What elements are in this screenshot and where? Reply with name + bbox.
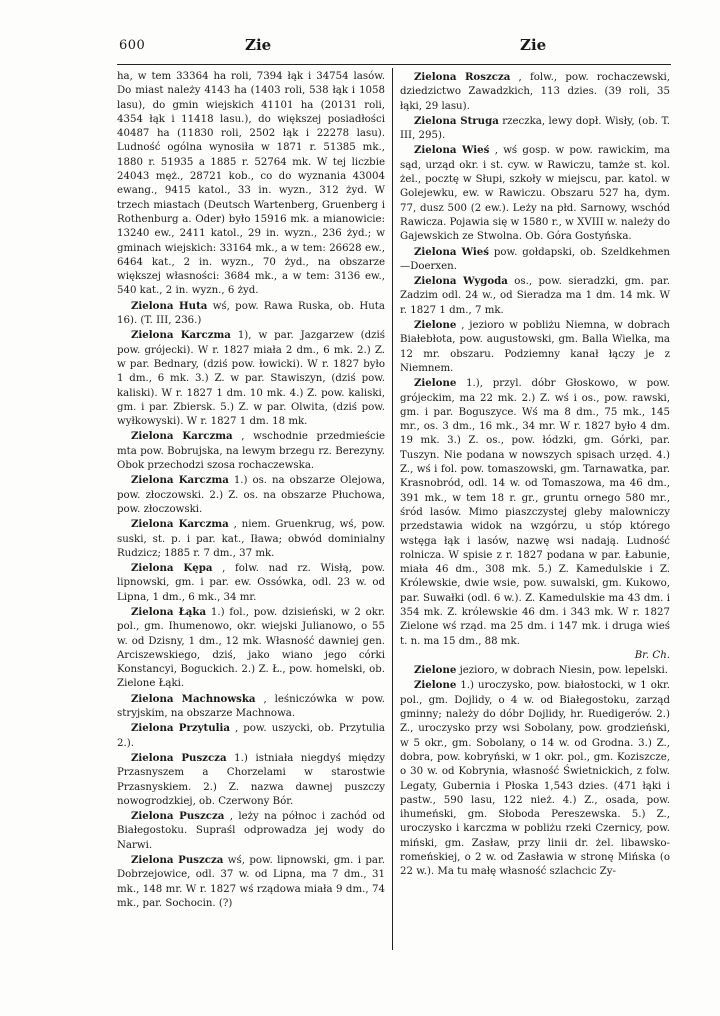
- entry-headword: Zielona Wieś: [414, 245, 490, 258]
- dictionary-entry: [117, 473, 385, 517]
- entry-headword: Zielona Huta: [131, 299, 208, 312]
- entry-text: 1.) fol., pow. dzisieński, w 2 okr. pol., gm. Ihumenowo, okr. wiejski Julianowo, o 55 w. od Dzisny, 1 dm., 12 mk. Własność dawniej gen. Arciszewskiego, dziś, jako wiano jego córki Konstancyi, Boguckich. 2.) Z. Ł., pow. homelski, ob. Zielone Łąki.: [117, 606, 385, 690]
- entry-text: , jezioro w pobliżu Niemna, w dobrach Białebłota, pow. augustowski, gm. Balla Wielka, ma 12 mr. obszaru. Podziemny kanał łączy je z Niemnem.: [400, 320, 670, 374]
- entry-headword: Zielone: [414, 664, 457, 677]
- dictionary-entry: [117, 692, 385, 722]
- entry-text: 1.) istniała niegdyś między Przasnyszem a Chorzelami w starostwie Przasnyskiem. 2.) Z. nazwa dawnej puszczy nowogrodzkiej, ob. Czerwony Bór.: [117, 752, 385, 807]
- entry-text: wś, pow. lipnowski, gm. i par. Dobrzejowice, odl. 37 w. od Lipna, ma 7 dm., 31 mk., 148 mr. W r. 1827 wś rządowa miała 9 dm., 74 mk., par. Sochocin. (?): [117, 855, 385, 909]
- entry-headword: Zielona Karczma: [131, 518, 229, 531]
- entry-headword: Zielona Wieś: [414, 144, 490, 157]
- dictionary-entry: [117, 517, 385, 561]
- entry-text: , niem. Gruenkrug, wś, pow. suski, st. p. i par. kat., Iława; obwód dominialny Rudzicz; 1885 r. 7 dm., 37 mk.: [117, 519, 385, 559]
- dictionary-entry: [117, 809, 385, 853]
- dictionary-entry: [400, 318, 670, 376]
- entry-headword: Zielona Puszcza: [131, 810, 225, 823]
- dictionary-entry: [117, 328, 385, 429]
- column-divider: [392, 68, 393, 950]
- entry-text: 1.), przyl. dóbr Głoskowo, w pow. grójeckim, ma 22 mk. 2.) Z. wś i os., pow. rawski, gm. i par. Boguszyce. Wś ma 8 dm., 75 mk., 145 mr., os. 3 dm., 16 mk., 34 mr. W r. 1827 było 4 dm. 19 mk. 3.) Z. os., pow. łódzki, gm. Górki, par. Tuszyn. Nie podana w nowszych spisach urzęd. 4.) Z., wś i fol. pow. tomaszowski, gm. Tarnawatka, par. Krasnobród, odl. 14 w. od Tomaszowa, ma 46 dm., 391 mk., w tem 18 r. gr., gruntu ornego 580 mr., śród lasów. Mimo piaszczystej gleby malowniczy przedstawia widok na wzgórzu, u stóp którego wstęga łąk i lasów, nazwę wsi nadają. Ludność rolnicza. W spisie z r. 1827 podana w par. Łabunie, miała 46 dm., 308 mk. 5.) Z. Kamedulskie i Z. Królewskie, dwie wsie, pow. suwalski, gm. Kukowo, par. Suwałki (odl. 6 w.). Z. Kamedulskie ma 43 dm. i 354 mk. Z. królewskie 46 dm. i 343 mk. W r. 1827 Zielone wś rząd. ma 25 dm. i 147 mk. i druga wieś t. n. ma 15 dm., 88 mk.: [400, 378, 670, 647]
- dictionary-entry: [400, 245, 670, 275]
- right-column: [400, 70, 670, 880]
- dictionary-entry: [400, 663, 670, 678]
- dictionary-entry: [117, 429, 385, 473]
- entry-text: , leśniczówka w pow. stryjskim, na obszarze Machnowa.: [117, 693, 385, 720]
- entry-headword: Zielona Puszcza: [131, 751, 227, 764]
- dictionary-entry: [117, 853, 385, 911]
- dictionary-entry: [117, 605, 385, 692]
- entry-text: 1.) os. na obszarze Olejowa, pow. złoczowski. 2.) Z. os. na obszarze Płuchowa, pow. złoczowski.: [117, 475, 386, 515]
- entry-text: jezioro, w dobrach Niesin, pow. lepelski.: [459, 665, 668, 677]
- header-rule: [117, 64, 671, 65]
- dictionary-entry: [400, 274, 670, 318]
- entry-text: , pow. uszycki, ob. Przytulia 2.).: [117, 723, 385, 749]
- entry-text: 1.) uroczysko, pow. białostocki, w 1 okr. pol., gm. Dojlidy, o 4 w. od Białegostoku, zarząd gminny; należy do dóbr Dojlidy, hr. Ruedigerów. 2.) Z., uroczysko przy wsi Sobolany, pow. grodzieński, w 5 okr., gm. Sobolany, o 14 w. od Grodna. 3.) Z., dobra, pow. kobryński, w 1 okr. pol., gm. Koziszcze, o 30 w. od Kobrynia, własność Świetnickich, z folw. Legaty, Gubernia i Płoska 1,543 dzies. (471 łąki i pastw., 590 lasu, 122 nież. 4.) Z., osada, pow. ihumeński, gm. Słoboda Pereszewska. 5.) Z., uroczysko i karczma w pobliżu rzeki Czernicy, pow. miński, gm. Zasław, przy linii dr. żel. libawsko-romeńskiej, o 2 w. od Zasławia w stronę Mińska (o 22 w.). Ma tu małę własność szlachcic Zy-: [400, 680, 670, 878]
- entry-headword: Zielona Przytulia: [131, 722, 230, 735]
- entry-text: pow. gołdapski, ob. Szeldkehmen—Doerxen.: [400, 246, 670, 272]
- entry-text: , wschodnie przedmieście mta pow. Bobrujska, na lewym brzegu rz. Berezyny. Obok przechodzi szosa rochaczewska.: [117, 431, 385, 472]
- entry-headword: Zielona Kępa: [131, 562, 213, 575]
- entry-headword: Zielone: [414, 377, 457, 390]
- dictionary-entry: [117, 299, 385, 329]
- dictionary-entry: [400, 376, 670, 649]
- entry-headword: Zielone: [414, 679, 457, 692]
- entry-headword: Zielona Łąka: [131, 605, 207, 618]
- left-column: [117, 70, 385, 911]
- entry-headword: Zielona Machnowska: [131, 692, 256, 705]
- entry-text: , leży na północ i zachód od Białegostoku. Supraśl odprowadza jej wody do Narwi.: [117, 811, 385, 851]
- entry-headword: Zielona Karczma: [131, 430, 233, 443]
- entry-headword: Zielona Karczma: [131, 474, 229, 487]
- entry-text: 1), w par. Jazgarzew (dziś pow. grójecki). W r. 1827 miała 2 dm., 6 mk. 2.) Z. w par. Bednary, (dziś pow. łowicki). W r. 1827 było 1 dm., 6 mk. 3.) Z. w par. Stawiszyn, (dziś pow. kaliski). W r. 1827 1 dm. 10 mk. 4.) Z. pow. kaliski, gm. i par. Zbiersk. 5.) Z. w par. Olwita, (dziś pow. wyłkowyski). W r. 1827 1 dm. 18 mk.: [117, 330, 385, 428]
- dictionary-entry: [400, 114, 670, 144]
- dictionary-entry: [117, 561, 385, 605]
- entry-text: , folw., pow. rochaczewski, dziedzictwo Zawadzkich, 113 dzies. (39 roli, 35 łąki, 29 lasu).: [400, 72, 670, 112]
- dictionary-entry: [400, 678, 670, 879]
- dictionary-entry: [400, 143, 670, 244]
- dictionary-entry: [117, 751, 385, 809]
- entry-headword: Zielona Roszcza: [414, 71, 511, 83]
- running-head-left: Zie: [245, 36, 272, 54]
- entry-text: , wś gosp. w pow. rawickim, ma sąd, urząd okr. i st. cyw. w Rawiczu, tamże st. kol. żel., pocztę w Słupi, szkoły w miejscu, par. katol. w Golejewku, ew. w Rawiczu. Obszaru 527 ha, dym. 77, dusz 500 (2 ew.). Leży na płd. Sarnowy, wschód Rawicza. Pojawia się w 1580 r., w XVIII w. należy do Gajewskich ze Stwolna. Ob. Góra Gostyńska.: [400, 145, 670, 243]
- author-signature: Br. Ch.: [634, 649, 670, 661]
- entry-headword: Zielona Wygoda: [414, 275, 508, 288]
- running-head-right: Zie: [520, 36, 547, 54]
- entry-text: wś, pow. Rawa Ruska, ob. Huta 16). (T. III, 236.): [117, 300, 385, 327]
- dictionary-entry: [117, 721, 385, 751]
- entry-text: os., pow. sieradzki, gm. par. Zadzim odl. 24 w., od Sieradza ma 1 dm. 14 mk. W r. 1827 1 dm., 7 mk.: [400, 276, 671, 316]
- dictionary-entry: [117, 70, 385, 299]
- entry-headword: Zielona Puszcza: [131, 854, 224, 867]
- entry-headword: Zielone: [414, 319, 457, 332]
- entry-text: rzeczka, lewy dopł. Wisły, (ob. T. III, 295).: [400, 115, 670, 142]
- entry-headword: Zielona Struga: [414, 114, 499, 127]
- entry-headword: Zielona Karczma: [131, 329, 231, 342]
- entry-text: , folw. nad rz. Wisłą, pow. lipnowski, gm. i par. ew. Ossówka, odl. 23 w. od Lipna, 1 dm., 6 mk., 34 mr.: [117, 563, 385, 603]
- page-number: 600: [119, 38, 146, 53]
- entry-text: ha, w tem 33364 ha roli, 7394 łąk i 34754 lasów. Do miast należy 4143 ha (1403 roli, 538 łąk i 1058 lasu), do gmin wiejskich 41101 ha (20131 roli, 4354 łąk i 11418 lasu.), do większej posiadłości 40487 ha (11830 roli, 2502 łąk i 22278 lasu). Ludność ogólna wynosiła w 1871 r. 51385 mk., 1880 r. 51935 a 1885 r. 52764 mk. W tej liczbie 24043 męż., 28721 kob., co do wyznania 43004 ewang., 9415 katol., 33 in. wyzn., 312 żyd. W trzech miastach (Deutsch Wartenberg, Gruenberg i Rothenburg a. Oder) było 15916 mk. a mianowicie: 13240 ew., 2411 katol., 29 in. wyzn., 236 żyd.; w gminach wiejskich: 33164 mk., a w tem: 26628 ew., 6464 kat., 2 in. wyzn., 70 żyd., na obszarze większej własności: 3684 mk., a w tem: 3136 ew., 540 kat., 2 in. wyzn., 6 żyd.: [117, 71, 385, 297]
- dictionary-entry: [400, 70, 670, 114]
